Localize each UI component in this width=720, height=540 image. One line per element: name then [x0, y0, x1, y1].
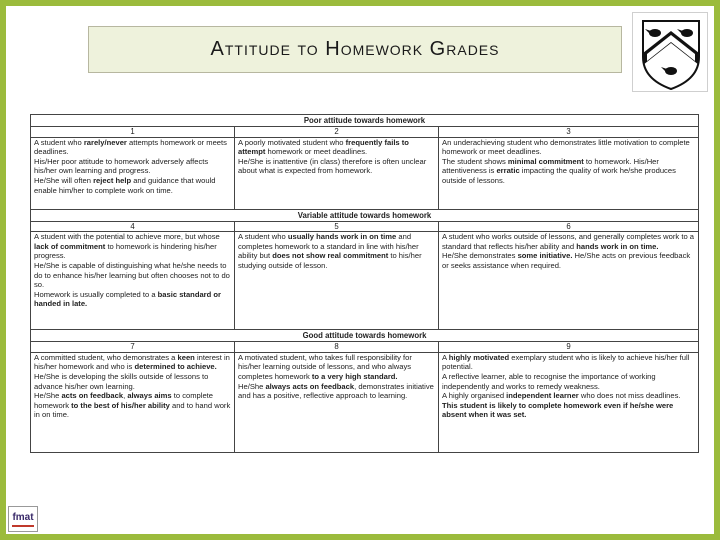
- description-text: A reflective learner, able to recognise the importance of working independently and works to remedy weakness.: [442, 371, 656, 391]
- description-text: interest in his/her homework and who is: [34, 352, 230, 372]
- frame-top: [0, 0, 720, 6]
- description-paragraph: [442, 372, 695, 391]
- grade-number: 6: [439, 221, 699, 232]
- description-paragraph: [442, 157, 695, 186]
- description-paragraph: [442, 251, 695, 270]
- description-text: and to hand work in on time.: [34, 400, 231, 420]
- title-banner: [88, 26, 622, 73]
- emphasis-text: keen: [177, 352, 195, 362]
- grade-description: [235, 232, 439, 330]
- emphasis-text: frequently fails to attempt: [238, 137, 409, 157]
- description-paragraph: [442, 401, 695, 420]
- emphasis-text: does not show real commitment: [272, 251, 389, 261]
- grade-number: 1: [31, 127, 235, 138]
- description-text: A student with the potential to achieve more, but whose: [34, 232, 220, 242]
- description-paragraph: [442, 391, 695, 401]
- description-text: A student who: [34, 137, 84, 147]
- description-text: A student who works outside of lessons, and generally completes work to a standard that reflects his/her ability and: [442, 232, 694, 251]
- emphasis-text: determined to achieve.: [134, 362, 217, 372]
- emphasis-text: usually hands work in on time: [287, 232, 397, 242]
- description-text: A: [442, 352, 449, 362]
- description-paragraph: [238, 138, 435, 157]
- description-paragraph: [34, 353, 231, 372]
- emphasis-text: acts on feedback: [61, 391, 124, 401]
- grade-description: [235, 352, 439, 452]
- description-text: and guidance that would enable him/her to complete work on time.: [34, 175, 216, 195]
- description-text: His/Her poor attitude to homework adversely affects his/her own learning and progress.: [34, 156, 209, 176]
- grade-number: 4: [31, 221, 235, 232]
- description-paragraph: [238, 382, 435, 401]
- grade-number: 3: [439, 127, 699, 138]
- description-text: He/She: [34, 391, 62, 401]
- description-paragraph: [34, 261, 231, 290]
- description-text: , demonstrates initiative and has a positive, reflective approach to learning.: [238, 381, 434, 401]
- emphasis-text: basic standard or handed in late.: [34, 289, 221, 309]
- description-text: and completes homework to a standard in line with his/her ability but: [238, 232, 419, 261]
- description-text: He/She is capable of distinguishing what he/she needs to do to enhance his/her learning but often chooses not to do so.: [34, 260, 230, 290]
- description-text: A motivated student, who takes full responsibility for his/her learning outside of lessons, and who always completes homework: [238, 352, 412, 381]
- emphasis-text: some initiative.: [517, 251, 573, 261]
- grade-number-row: [31, 127, 699, 138]
- grade-description: [439, 137, 699, 209]
- description-paragraph: [34, 176, 231, 195]
- grade-number-row: [31, 342, 699, 353]
- description-paragraph: [238, 232, 435, 270]
- section-heading: Variable attitude towards homework: [31, 209, 699, 221]
- fmat-logo-underline: [12, 525, 34, 527]
- page-title: Attitude to Homework Grades: [210, 38, 500, 60]
- description-paragraph: [34, 290, 231, 309]
- school-crest-icon: [632, 12, 708, 92]
- description-paragraph: [34, 232, 231, 261]
- section-heading-row: [31, 115, 699, 127]
- description-text: He/She demonstrates: [442, 251, 518, 261]
- description-text: to homework. His/Her attentiveness is: [442, 156, 659, 176]
- emphasis-text: independent learner: [506, 391, 579, 401]
- description-text: He/She is inattentive (in class) therefore is often unclear about what is expected from homework.: [238, 156, 427, 176]
- emphasis-text: to the best of his/her ability: [71, 400, 170, 410]
- frame-right: [714, 0, 720, 540]
- description-text: A student who: [238, 232, 288, 242]
- description-paragraph: [442, 353, 695, 372]
- emphasis-text: reject help: [93, 175, 132, 185]
- description-paragraph: [238, 353, 435, 382]
- grade-description: [439, 232, 699, 330]
- description-text: He/She: [238, 381, 266, 391]
- description-paragraph: [34, 157, 231, 176]
- grade-number: 2: [235, 127, 439, 138]
- description-text: A highly organised: [442, 391, 507, 401]
- grade-description: [31, 137, 235, 209]
- description-text: ,: [123, 391, 128, 401]
- description-text: impacting the quality of work he/she produces outside of lessons.: [442, 166, 676, 185]
- frame-bottom: [0, 534, 720, 540]
- description-paragraph: [238, 157, 435, 176]
- grade-description-row: [31, 137, 699, 209]
- grades-document: [30, 114, 698, 462]
- emphasis-text: This student is likely to complete homework even if he/she were absent when it was set.: [442, 400, 674, 420]
- description-paragraph: [34, 391, 231, 420]
- section-heading-row: [31, 330, 699, 342]
- grade-number: 8: [235, 342, 439, 353]
- grade-description-row: [31, 232, 699, 330]
- description-text: attempts homework or meets deadlines.: [34, 137, 227, 157]
- description-text: homework or meet deadlines.: [265, 147, 368, 157]
- description-paragraph: [442, 138, 695, 157]
- grade-description: [31, 232, 235, 330]
- grade-number: 9: [439, 342, 699, 353]
- emphasis-text: always aims: [127, 391, 172, 401]
- grade-number: 5: [235, 221, 439, 232]
- description-text: to complete homework: [34, 391, 214, 410]
- description-text: Homework is usually completed to a: [34, 289, 158, 299]
- fmat-logo-text: fmat: [12, 511, 34, 523]
- description-text: An underachieving student who demonstrates little motivation to complete homework or meet deadlines.: [442, 137, 690, 157]
- description-text: A poorly motivated student who: [238, 137, 346, 147]
- description-text: to homework is hindering his/her progress.: [34, 241, 217, 261]
- description-text: exemplary student who is likely to achieve his/her full potential.: [442, 352, 690, 372]
- frame-left: [0, 0, 6, 540]
- emphasis-text: minimal commitment: [507, 156, 584, 166]
- description-paragraph: [34, 138, 231, 157]
- description-text: He/She is developing the skills outside of lessons to advance his/her own learning.: [34, 371, 209, 391]
- description-text: He/She acts on previous feedback or seeks assistance when required.: [442, 251, 691, 270]
- emphasis-text: highly motivated: [448, 352, 510, 362]
- emphasis-text: erratic: [496, 166, 520, 176]
- description-text: A committed student, who demonstrates a: [34, 352, 178, 362]
- grade-number: 7: [31, 342, 235, 353]
- emphasis-text: hands work in on time.: [576, 241, 659, 251]
- emphasis-text: lack of commitment: [34, 241, 106, 251]
- description-text: to his/her studying outside of lesson.: [238, 251, 422, 270]
- section-heading: Poor attitude towards homework: [31, 115, 699, 127]
- fmat-logo: [8, 506, 38, 532]
- description-paragraph: [442, 232, 695, 251]
- emphasis-text: to a very high standard.: [311, 371, 398, 381]
- section-heading-row: [31, 209, 699, 221]
- grade-description: [439, 352, 699, 452]
- grade-description-row: [31, 352, 699, 452]
- description-text: who does not miss deadlines.: [578, 391, 681, 401]
- description-text: The student shows: [442, 156, 508, 166]
- grades-table: [30, 114, 699, 453]
- grade-number-row: [31, 221, 699, 232]
- description-paragraph: [34, 372, 231, 391]
- description-text: He/She will often: [34, 175, 94, 185]
- grade-description: [31, 352, 235, 452]
- emphasis-text: always acts on feedback: [265, 381, 355, 391]
- grade-description: [235, 137, 439, 209]
- section-heading: Good attitude towards homework: [31, 330, 699, 342]
- emphasis-text: rarely/never: [83, 137, 127, 147]
